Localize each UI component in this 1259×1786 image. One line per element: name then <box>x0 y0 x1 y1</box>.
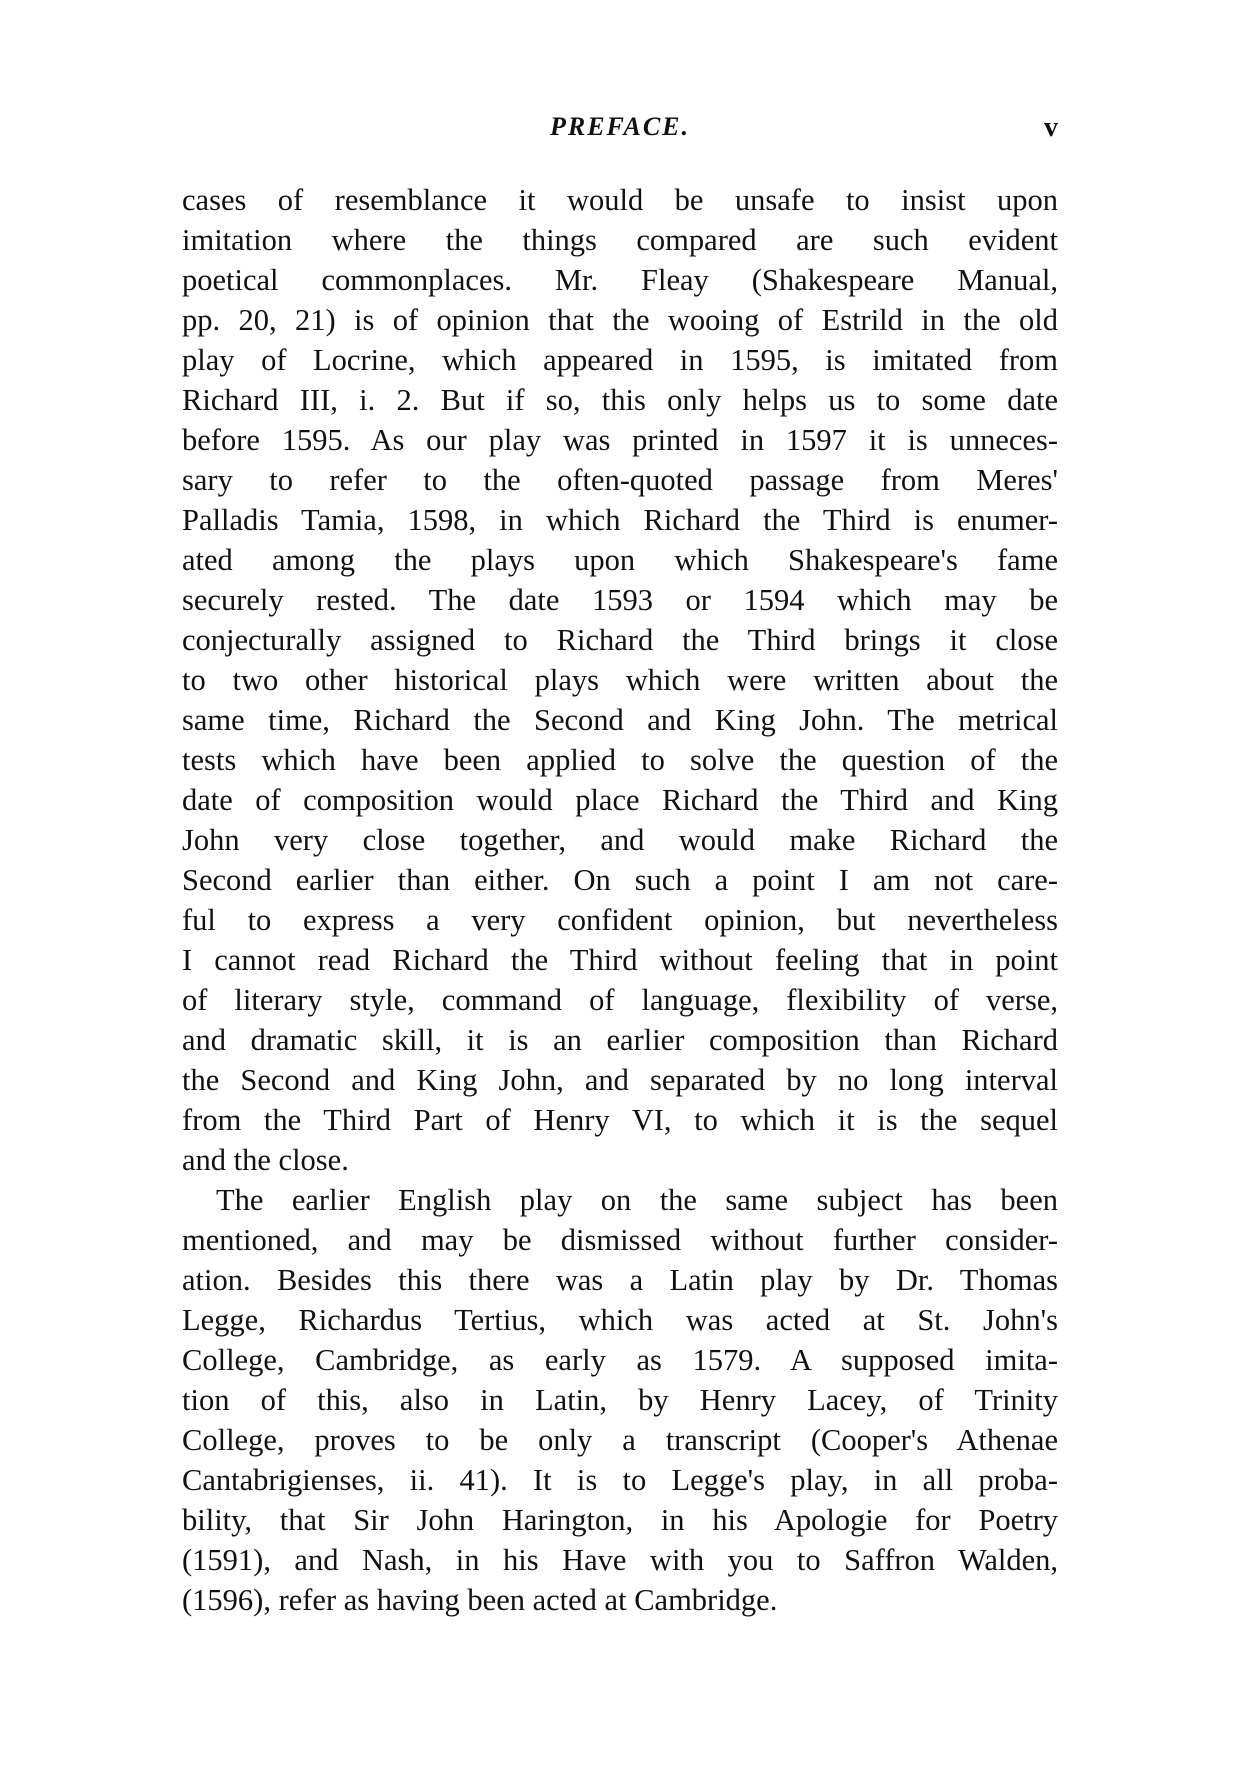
text-line: before 1595. As our play was printed in 1597 it is unneces- <box>182 423 1058 457</box>
text-line: John very close together, and would make Richard the <box>182 823 1058 857</box>
text-line: same time, Richard the Second and King John. The metrical <box>182 703 1058 737</box>
text-line: to two other historical plays which were written about the <box>182 663 1058 697</box>
text-line: from the Third Part of Henry VI, to which it is the sequel <box>182 1103 1058 1137</box>
text-line: ation. Besides this there was a Latin play by Dr. Thomas <box>182 1263 1058 1297</box>
text-line: tests which have been applied to solve the question of the <box>182 743 1058 777</box>
text-line: poetical commonplaces. Mr. Fleay (Shakespeare Manual, <box>182 263 1058 297</box>
text-line: ful to express a very confident opinion, but nevertheless <box>182 903 1058 937</box>
paragraph <box>182 180 1058 1180</box>
text-line: date of composition would place Richard the Third and King <box>182 783 1058 817</box>
text-line: securely rested. The date 1593 or 1594 which may be <box>182 583 1058 617</box>
text-line: Legge, Richardus Tertius, which was acted at St. John's <box>182 1303 1058 1337</box>
text-line: mentioned, and may be dismissed without further consider- <box>182 1223 1058 1257</box>
running-title: PREFACE. <box>549 112 691 141</box>
text-line: pp. 20, 21) is of opinion that the wooing of Estrild in the old <box>182 303 1058 337</box>
text-line: tion of this, also in Latin, by Henry Lacey, of Trinity <box>182 1383 1058 1417</box>
body-text <box>182 180 1058 1620</box>
text-line: Richard III, i. 2. But if so, this only helps us to some date <box>182 383 1058 417</box>
text-line: Cantabrigienses, ii. 41). It is to Legge's play, in all proba- <box>182 1463 1058 1497</box>
text-line: bility, that Sir John Harington, in his Apologie for Poetry <box>182 1503 1058 1537</box>
text-line: (1596), refer as having been acted at Cambridge. <box>182 1583 778 1617</box>
text-line: sary to refer to the often-quoted passage from Meres' <box>182 463 1058 497</box>
text-line: (1591), and Nash, in his Have with you to Saffron Walden, <box>182 1543 1058 1577</box>
text-line: and the close. <box>182 1143 349 1177</box>
text-line: of literary style, command of language, flexibility of verse, <box>182 983 1058 1017</box>
text-line: and dramatic skill, it is an earlier composition than Richard <box>182 1023 1058 1057</box>
text-line: cases of resemblance it would be unsafe to insist upon <box>182 183 1058 217</box>
text-line: I cannot read Richard the Third without feeling that in point <box>182 943 1058 977</box>
page-number: v <box>1044 112 1058 143</box>
text-line: The earlier English play on the same subject has been <box>216 1183 1058 1217</box>
text-line: College, Cambridge, as early as 1579. A supposed imita- <box>182 1343 1058 1377</box>
text-line: imitation where the things compared are such evident <box>182 223 1058 257</box>
text-line: College, proves to be only a transcript (Cooper's Athenae <box>182 1423 1058 1457</box>
text-line: the Second and King John, and separated by no long interval <box>182 1063 1058 1097</box>
text-line: play of Locrine, which appeared in 1595, is imitated from <box>182 343 1058 377</box>
text-line: conjecturally assigned to Richard the Third brings it close <box>182 623 1058 657</box>
page-header <box>182 112 1058 152</box>
paragraph <box>182 1180 1058 1620</box>
text-line: Second earlier than either. On such a point I am not care- <box>182 863 1058 897</box>
text-line: Palladis Tamia, 1598, in which Richard the Third is enumer- <box>182 503 1058 537</box>
text-line: ated among the plays upon which Shakespeare's fame <box>182 543 1058 577</box>
